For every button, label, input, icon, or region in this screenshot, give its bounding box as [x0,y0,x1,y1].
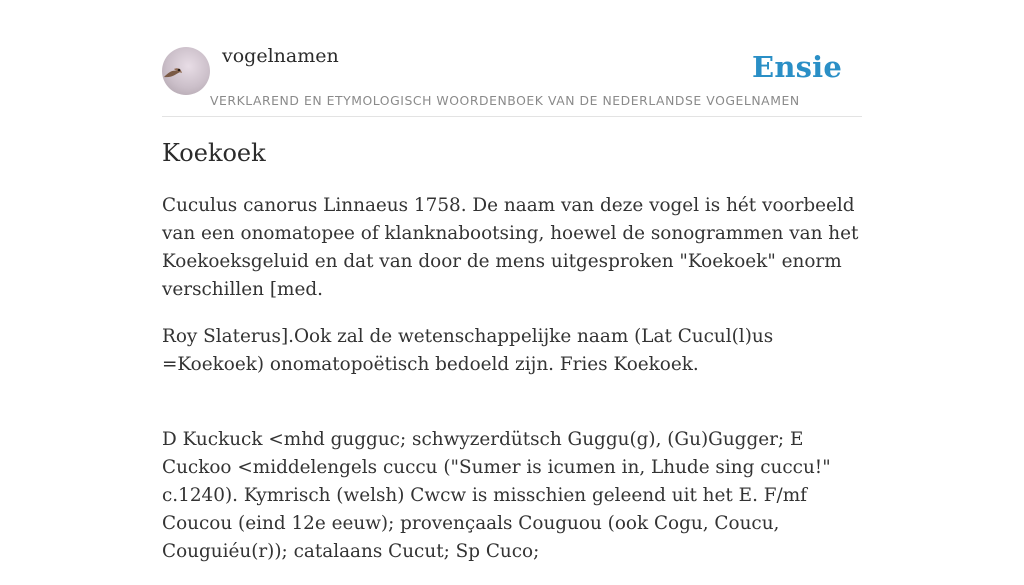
bird-photo-icon [162,47,210,95]
article-paragraph-2: Roy Slaterus].Ook zal de wetenschappelijke naam (Lat Cucul(l)us =Koekoek) onomatopoëtisch bedoeld zijn. Fries Koekoek. [162,326,774,375]
brand-logo-link[interactable]: Ensie [752,50,842,84]
article-paragraph-1: Cuculus canorus Linnaeus 1758. De naam van deze vogel is hét voorbeeld van een onomatopee of klanknabootsing, hoewel de sonogrammen van het Koekoeksgeluid en dat van door de mens uitgesproken "Koekoek" enorm verschillen [med. [162,195,859,300]
article-body [162,192,867,585]
paragraph-gap [162,398,867,426]
site-name-link[interactable]: vogelnamen [222,45,339,67]
site-subtitle: VERKLAREND EN ETYMOLOGISCH WOORDENBOEK VAN DE NEDERLANDSE VOGELNAMEN [210,93,800,108]
content-container [162,0,862,562]
page-title: Koekoek [162,139,266,167]
article-paragraph-3: D Kuckuck <mhd gugguc; schwyzerdütsch Guggu(g), (Gu)Gugger; E Cuckoo <middelengels cuccu ("Sumer is icumen in, Lhude sing cuccu!" c.1240). Kymrisch (welsh) Cwcw is misschien geleend uit het E. F/mf Coucou (eind 12e eeuw); provençaals Couguou (ook Cogu, Coucu, Couguiéu(r)); catalaans Cucut; Sp Cuco; [162,429,831,562]
site-header [162,0,862,117]
avatar[interactable] [162,47,210,95]
